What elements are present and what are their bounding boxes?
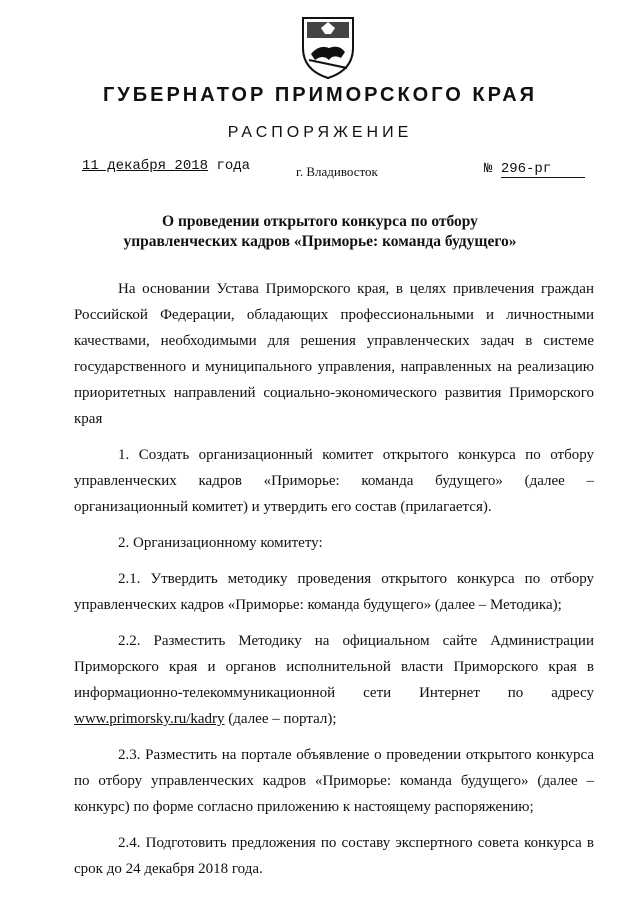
- subject-line-1: О проведении открытого конкурса по отбору: [162, 213, 478, 230]
- date-value: 11 декабря 2018: [82, 158, 209, 174]
- item-2-2-tail: (далее – портал);: [228, 711, 337, 727]
- item-2-3-paragraph: 2.3. Разместить на портале объявление о проведении открытого конкурса по отбору управленческих кадров «Приморье: команда будущего» (далее – конкурс) по форме согласно приложению к настоящему распоряжению;: [74, 747, 594, 815]
- subject-line-2: управленческих кадров «Приморье: команда будущего»: [123, 233, 517, 250]
- item-2-2-text: 2.2. Разместить Методику на официальном сайте Администрации Приморского края и органов исполнительной власти Приморского края в информационно-телекоммуникационной сети Интернет по адресу: [74, 633, 594, 701]
- item-1-paragraph: 1. Создать организационный комитет открытого конкурса по отбору управленческих кадров «Приморье: команда будущего» (далее – организационный комитет) и утвердить его состав (прилагается).: [74, 447, 594, 515]
- item-2-4-paragraph: 2.4. Подготовить предложения по составу экспертного совета конкурса в срок до 24 декабря 2018 года.: [74, 835, 594, 877]
- preamble-paragraph: На основании Устава Приморского края, в целях привлечения граждан Российской Федерации, обладающих профессиональными и личностными качествами, необходимыми для решения управленческих задач в системе государственного и муниципального управления, направленных на реализацию приоритетных направлений социально-экономического развития Приморского края: [74, 281, 594, 427]
- document-subject: [60, 212, 580, 252]
- document-body: [74, 276, 594, 882]
- coat-of-arms-icon: [295, 14, 361, 80]
- number-value: 296-рг: [501, 161, 585, 178]
- item-2-1-paragraph: 2.1. Утвердить методику проведения открытого конкурса по отбору управленческих кадров «Приморье: команда будущего» (далее – Методика);: [74, 571, 594, 613]
- portal-link[interactable]: www.primorsky.ru/kadry: [74, 711, 225, 727]
- date-suffix: года: [216, 158, 251, 174]
- number-prefix: №: [484, 161, 493, 177]
- issuing-authority: ГУБЕРНАТОР ПРИМОРСКОГО КРАЯ: [102, 84, 538, 106]
- document-type: РАСПОРЯЖЕНИЕ: [227, 124, 413, 141]
- item-2-2-paragraph: [74, 628, 594, 732]
- document-city: г. Владивосток: [296, 164, 378, 179]
- document-date: [82, 158, 250, 174]
- document-number: [484, 161, 585, 178]
- item-2-paragraph: 2. Организационному комитету:: [118, 535, 323, 551]
